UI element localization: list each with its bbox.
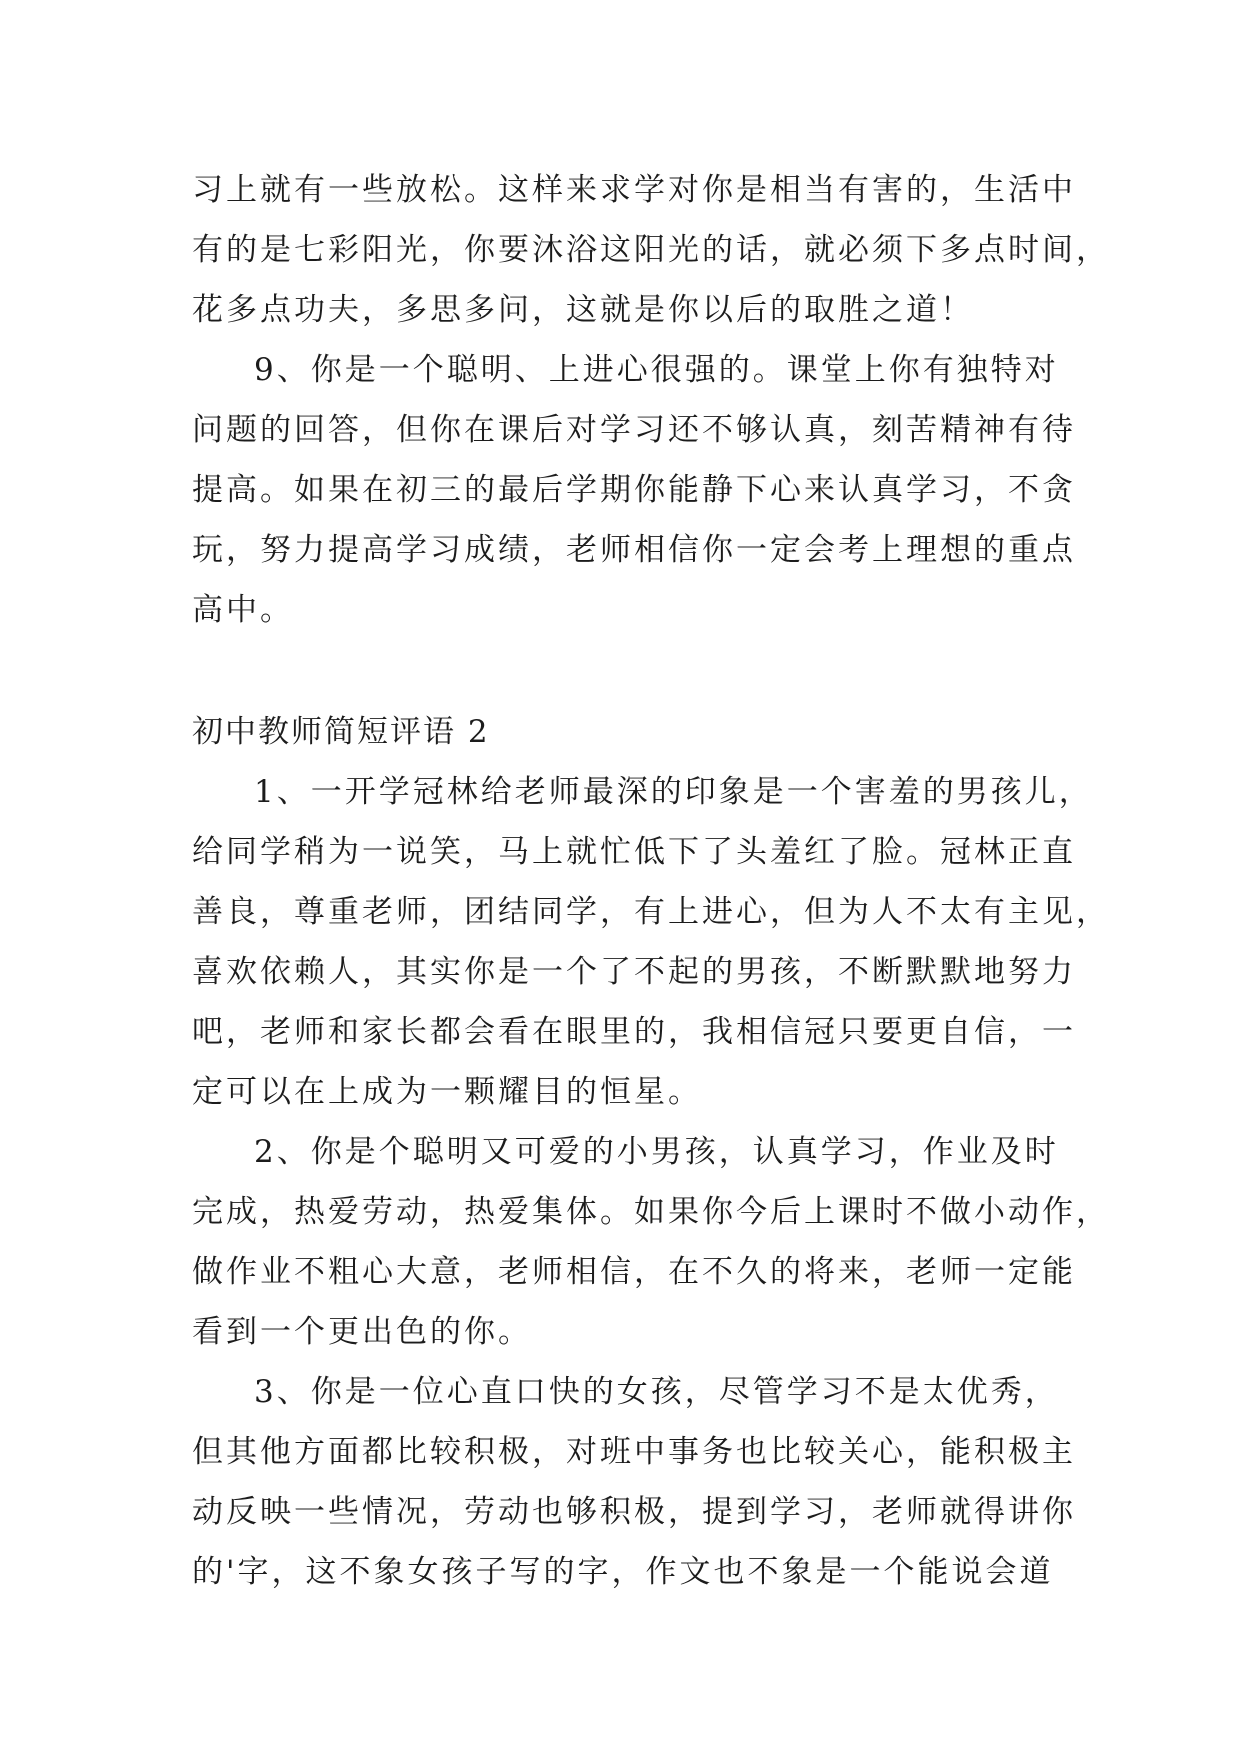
text-line: 定可以在上成为一颗耀目的恒星。 (192, 1074, 702, 1110)
text-line: 喜欢依赖人，其实你是一个了不起的男孩，不断默默地努力 (192, 954, 1076, 990)
text-line: 2、你是个聪明又可爱的小男孩，认真学习，作业及时 (254, 1134, 1059, 1170)
text-line: 提高。如果在初三的最后学期你能静下心来认真学习，不贪 (192, 472, 1076, 508)
text-line: 3、你是一位心直口快的女孩，尽管学习不是太优秀， (254, 1374, 1059, 1410)
paragraph-item-3 (192, 1362, 1076, 1602)
text-line: 问题的回答，但你在课后对学习还不够认真，刻苦精神有待 (192, 412, 1076, 448)
document-body (192, 160, 1110, 1602)
paragraph-continuation (192, 160, 1110, 340)
text-line: 吧，老师和家长都会看在眼里的，我相信冠只要更自信，一 (192, 1014, 1076, 1050)
paragraph-item-2 (192, 1122, 1110, 1362)
text-line: 但其他方面都比较积极，对班中事务也比较关心，能积极主 (192, 1434, 1076, 1470)
text-line: 看到一个更出色的你。 (192, 1314, 532, 1350)
text-line: 给同学稍为一说笑，马上就忙低下了头羞红了脸。冠林正直 (192, 834, 1076, 870)
section-heading: 初中教师简短评语 2 (192, 714, 490, 750)
text-line: 习上就有一些放松。这样来求学对你是相当有害的，生活中 (192, 172, 1076, 208)
text-line: 做作业不粗心大意，老师相信，在不久的将来，老师一定能 (192, 1254, 1076, 1290)
text-line: 玩，努力提高学习成绩，老师相信你一定会考上理想的重点 (192, 532, 1076, 568)
paragraph-item-9 (192, 340, 1076, 640)
text-line: 有的是七彩阳光，你要沐浴这阳光的话，就必须下多点时间， (192, 232, 1110, 268)
text-line: 动反映一些情况，劳动也够积极，提到学习，老师就得讲你 (192, 1494, 1076, 1530)
text-line: 高中。 (192, 592, 294, 628)
text-line: 9、你是一个聪明、上进心很强的。课堂上你有独特对 (254, 352, 1059, 388)
text-line: 完成，热爱劳动，热爱集体。如果你今后上课时不做小动作， (192, 1194, 1110, 1230)
text-line: 善良，尊重老师，团结同学，有上进心，但为人不太有主见， (192, 894, 1110, 930)
text-line: 1、一开学冠林给老师最深的印象是一个害羞的男孩儿， (254, 774, 1093, 810)
text-line: 的'字，这不象女孩子写的字，作文也不象是一个能说会道 (192, 1554, 1054, 1590)
paragraph-item-1 (192, 762, 1110, 1122)
text-line: 花多点功夫，多思多问，这就是你以后的取胜之道！ (192, 292, 974, 328)
